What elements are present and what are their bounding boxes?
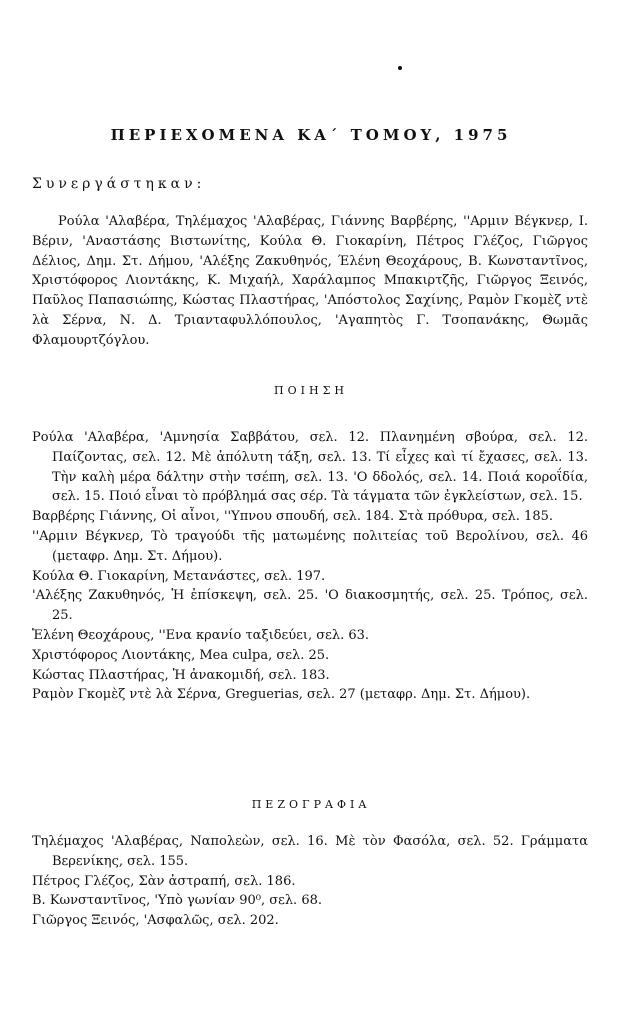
poetry-entry: Βαρβέρης Γιάννης, Οἱ αἶνοι, ''Υπνου σπουδή, σελ. 184. Στὰ πρόθυρα, σελ. 185.: [32, 509, 553, 525]
poetry-heading: ΠΟΙΗΣΗ: [274, 384, 348, 397]
poetry-entry: ''Αρμιν Βέγκνερ, Τὸ τραγούδι τῆς ματωμένης πολιτείας τοῦ Βερολίνου, σελ. 46 (μεταφρ. Δημ. Στ. Δήμου).: [32, 528, 588, 564]
poetry-entry: Ρούλα 'Αλαβέρα, 'Αμνησία Σαββάτου, σελ. 12. Πλανημένη σβούρα, σελ. 12. Παίζοντας, σελ. 12. Μὲ ἀπόλυτη τάξη, σελ. 13. Τί εἶχες καὶ τί ἔχασες, σελ. 13. Τὴν καλὴ μέρα δάλτην στὴν τσέπη, σελ. 13. 'Ο δδολός, σελ. 14. Ποιά κοροΐδία, σελ. 15. Ποιό εἶναι τὸ πρόβλημά σας σέρ. Τὰ τάγματα τῶν ἐγκλείστων, σελ. 15.: [32, 430, 588, 505]
collaborators-list: Ρούλα 'Αλαβέρα, Τηλέμαχος 'Αλαβέρας, Γιάννης Βαρβέρης, ''Αρμιν Βέγκνερ, Ι. Βέριν, 'Αναστάσης Βιστωνίτης, Κούλα Θ. Γιοκαρίνη, Πέτρος Γλέζος, Γιῶργος Δέλιος, Δημ. Στ. Δήμου, 'Αλέξης Ζακυθηνός, Έλένη Θεοχάρους, Β. Κωνσταντῖνος, Χριστόφορος Λιοντάκης, Κ. Μιχαήλ, Χαράλαμπος Μπακιρτζῆς, Γιῶργος Ξεινός, Παῦλος Παπασιώπης, Κώστας Πλαστήρας, 'Απόστολος Σαχίνης, Ραμὸν Γκομὲζ ντὲ λὰ Σέρνα, Ν. Δ. Τριανταφυλλόπουλος, 'Αγαπητὸς Γ. Τσοπανάκης, Θωμᾶς Φλαμουρτζόγλου.: [32, 214, 588, 348]
poetry-entry: 'Αλέξης Ζακυθηνός, Ἡ ἐπίσκεψη, σελ. 25. 'Ο διακοσμητής, σελ. 25. Τρόπος, σελ. 25.: [32, 588, 588, 624]
prose-entry: Γιῶργος Ξεινός, 'Ασφαλῶς, σελ. 202.: [32, 913, 279, 929]
prose-entry: Πέτρος Γλέζος, Σὰν ἀστραπή, σελ. 186.: [32, 873, 296, 889]
page-title: ΠΕΡΙΕΧΟΜΕΝΑ ΚΑ΄ ΤΟΜΟΥ, 1975: [110, 126, 512, 144]
poetry-entry: Κώστας Πλαστήρας, Ἡ ἀνακομιδή, σελ. 183.: [32, 667, 330, 683]
poetry-entry: Χριστόφορος Λιοντάκης, Mea culpa, σελ. 25.: [32, 647, 330, 663]
collaborators-label: Συνεργάστηκαν:: [32, 176, 206, 192]
prose-entry: Β. Κωνσταντῖνος, 'Υπὸ γωνίαν 90⁰, σελ. 68.: [32, 893, 322, 909]
poetry-entries: [32, 428, 588, 705]
poetry-entry: Ραμὸν Γκομὲζ ντὲ λὰ Σέρνα, Greguerias, σελ. 27 (μεταφρ. Δημ. Στ. Δήμου).: [32, 687, 531, 703]
poetry-entry: Κούλα Θ. Γιοκαρίνη, Μετανάστες, σελ. 197.: [32, 568, 326, 584]
ink-dot: [398, 66, 402, 70]
poetry-entry: Ἑλένη Θεοχάρους, ''Ενα κρανίο ταξιδεύει, σελ. 63.: [32, 627, 370, 643]
prose-entry: Τηλέμαχος 'Αλαβέρας, Ναπολεὼν, σελ. 16. Μὲ τὸν Φασόλα, σελ. 52. Γράμματα Βερενίκης, σελ. 155.: [32, 834, 588, 869]
prose-heading: ΠΕΖΟΓΡΑΦΙΑ: [251, 798, 371, 811]
prose-entries: [32, 832, 588, 931]
